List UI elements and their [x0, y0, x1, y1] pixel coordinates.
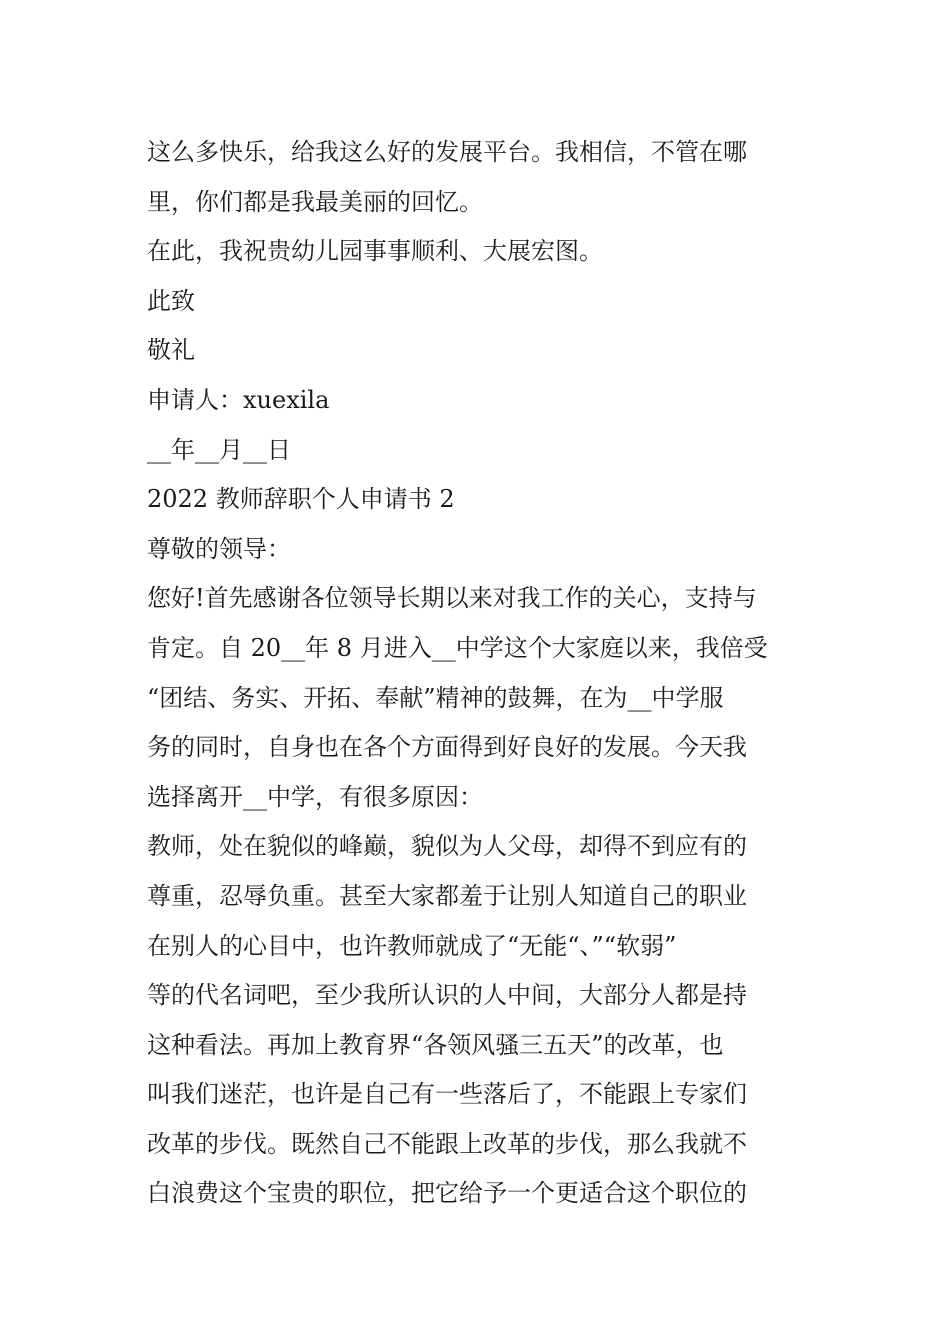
text-line: 这么多快乐，给我这么好的发展平台。我相信，不管在哪	[147, 138, 747, 166]
text-line: 白浪费这个宝贵的职位，把它给予一个更适合这个职位的	[147, 1179, 747, 1208]
text-line: 这种看法。再加上教育界“各领风骚三五天”的改革，也	[147, 1030, 724, 1059]
text-line: 您好!首先感谢各位领导长期以来对我工作的关心，支持与	[147, 584, 757, 613]
greeting-line: 尊敬的领导：	[147, 534, 291, 563]
text-line: 教师，处在貌似的峰巅，貌似为人父母，却得不到应有的	[147, 832, 747, 861]
text-line: 叫我们迷茫，也许是自己有一些落后了，不能跟上专家们	[147, 1080, 747, 1109]
section-title: 2022 教师辞职个人申请书 2	[147, 485, 455, 514]
text-line: 在此，我祝贵幼儿园事事顺利、大展宏图。	[147, 237, 603, 266]
salutation-line: 敬礼	[147, 336, 195, 365]
text-line: 在别人的心目中，也许教师就成了“无能“、”“软弱”	[147, 931, 677, 960]
applicant-line: 申请人：xuexila	[147, 385, 330, 414]
text-line: 改革的步伐。既然自己不能跟上改革的步伐，那么我就不	[147, 1129, 747, 1158]
text-line: 务的同时，自身也在各个方面得到好良好的发展。今天我	[147, 733, 747, 762]
text-line: 尊重，忍辱负重。甚至大家都羞于让别人知道自己的职业	[147, 881, 747, 910]
text-line: “团结、务实、开拓、奉献”精神的鼓舞，在为__中学服	[147, 683, 724, 712]
text-line: 里，你们都是我最美丽的回忆。	[147, 187, 483, 216]
text-line: 肯定。自 20__年 8 月进入__中学这个大家庭以来，我倍受	[147, 633, 768, 662]
text-line: 等的代名词吧，至少我所认识的人中间，大部分人都是持	[147, 981, 747, 1010]
closing-line: 此致	[147, 286, 195, 315]
document-page	[147, 128, 807, 1219]
date-line: __年__月__日	[147, 435, 291, 464]
text-line: 选择离开__中学，有很多原因：	[147, 782, 483, 811]
